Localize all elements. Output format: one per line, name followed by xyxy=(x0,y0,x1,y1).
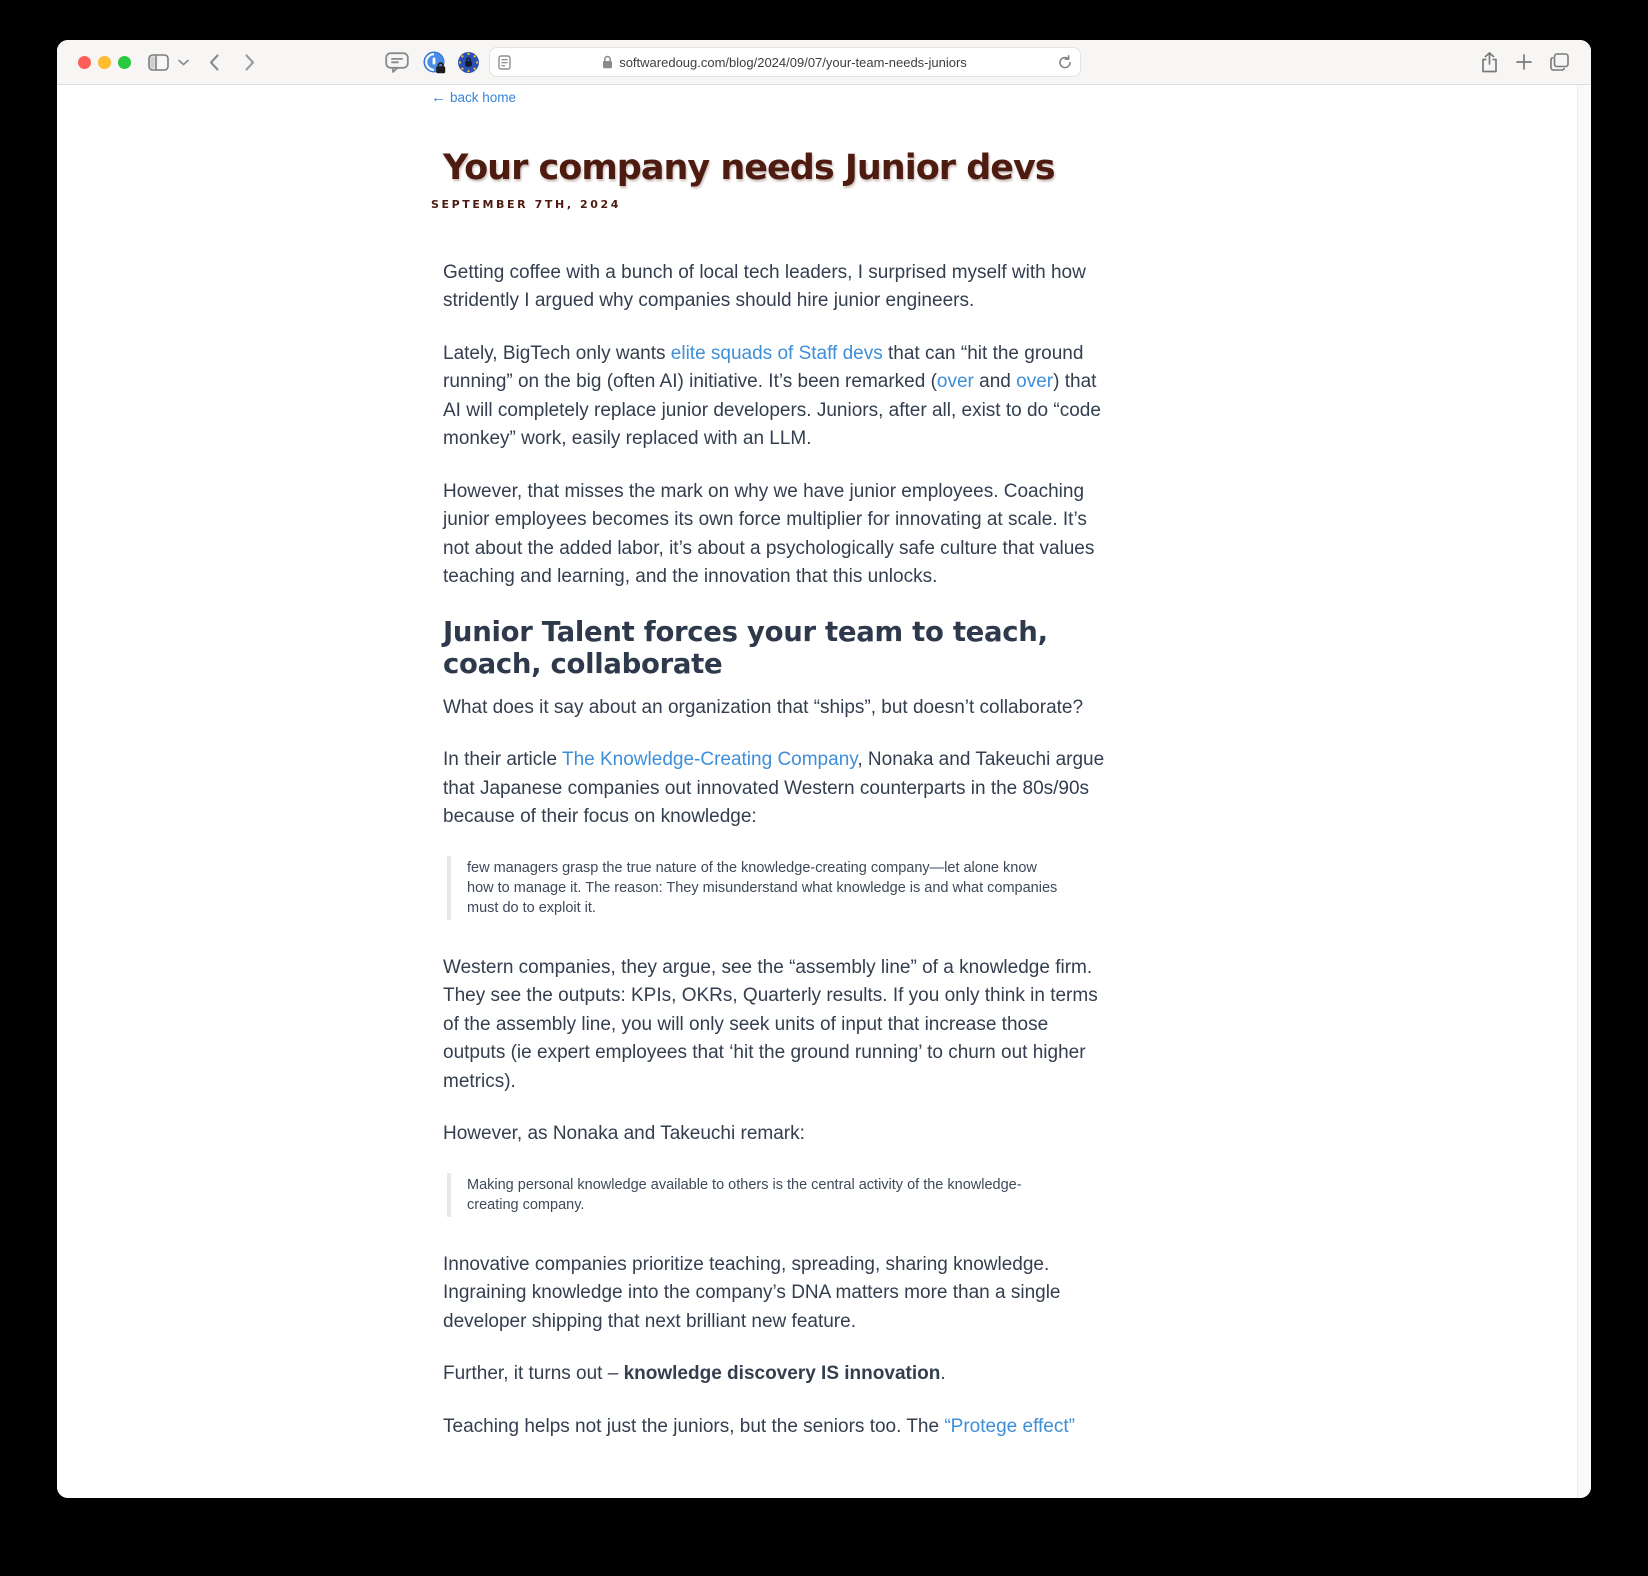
scrollbar-track[interactable] xyxy=(1577,85,1591,1498)
padlock-icon xyxy=(602,55,613,69)
text-run: Getting coffee with a bunch of local tech leaders, I surprised myself with how stridently I argued why companies should hire junior engineers. xyxy=(443,261,1086,311)
back-home-label: back home xyxy=(450,90,517,105)
article-link[interactable]: “Protege effect” xyxy=(944,1415,1075,1437)
paragraph xyxy=(443,259,1115,316)
browser-toolbar xyxy=(57,40,1591,85)
minimize-window-button[interactable] xyxy=(98,56,111,69)
text-run: Teaching helps not just the juniors, but the seniors too. The xyxy=(443,1415,945,1437)
paragraph xyxy=(443,1413,1115,1442)
url-text: softwaredoug.com/blog/2024/09/07/your-team-needs-juniors xyxy=(619,54,967,70)
eu-privacy-extension-icon[interactable] xyxy=(455,40,481,84)
text-run: that can “hit the ground running” on the big (often AI) initiative. It’s been remarked ( xyxy=(443,342,1084,392)
new-tab-plus-icon[interactable] xyxy=(1512,40,1536,84)
article-link[interactable]: The Knowledge-Creating Company xyxy=(561,749,858,771)
text-run: What does it say about an organization that “ships”, but doesn’t collaborate? xyxy=(443,696,1084,718)
quote-block xyxy=(447,856,1067,920)
paragraph xyxy=(443,340,1115,454)
password-manager-extension-icon[interactable] xyxy=(421,40,447,84)
text-run: However, as Nonaka and Takeuchi remark: xyxy=(443,1123,805,1145)
paragraph xyxy=(443,1360,1115,1389)
text-run: In their article xyxy=(443,749,562,771)
text-run: few managers grasp the true nature of the knowledge-creating company—let alone know how to manage it. The reason: They misunderstand what knowledge is and what companies must do to exploit it. xyxy=(467,859,1058,916)
page-title: Your company needs Junior devs xyxy=(443,148,1055,188)
back-arrow-icon: ← xyxy=(431,89,446,106)
reader-view-icon[interactable] xyxy=(498,55,511,70)
paragraph xyxy=(443,478,1115,592)
text-run: Lately, BigTech only wants xyxy=(443,342,671,364)
text-run: However, that misses the mark on why we have junior employees. Coaching junior employees becomes its own force multiplier for innovating at scale. It’s not about the added labor, it’s about a psychologically safe culture that values teaching and learning, and the innovation that this unlocks. xyxy=(443,480,1095,587)
paragraph xyxy=(443,746,1115,832)
text-run: Making personal knowledge available to others is the central activity of the knowledge-creating company. xyxy=(467,1176,1022,1213)
paragraph xyxy=(443,954,1115,1097)
paragraph xyxy=(443,1251,1115,1337)
share-icon[interactable] xyxy=(1476,40,1502,84)
close-window-button[interactable] xyxy=(78,56,91,69)
tab-overview-icon[interactable] xyxy=(1546,40,1572,84)
reload-icon[interactable] xyxy=(1058,55,1072,70)
chevron-down-icon[interactable] xyxy=(175,40,191,84)
text-run: Western companies, they argue, see the “assembly line” of a knowledge firm. They see the outputs: KPIs, OKRs, Quarterly results. If you only think in terms of the assembly line, you will only seek units of input that increase those outputs (ie expert employees that ‘hit the ground running’ to churn out higher metrics). xyxy=(443,956,1098,1092)
back-button[interactable] xyxy=(203,40,225,84)
text-run: Innovative companies prioritize teaching, spreading, sharing knowledge. Ingraining knowledge into the company’s DNA matters more than a single developer shipping that next brilliant new feature. xyxy=(443,1253,1061,1332)
article-body xyxy=(430,259,1130,1442)
article xyxy=(430,89,1130,1465)
paragraph xyxy=(443,1120,1115,1149)
text-run: Further, it turns out – xyxy=(443,1363,624,1385)
text-run: . xyxy=(940,1363,946,1385)
text-run: Junior Talent forces your team to teach, coach, collaborate xyxy=(443,615,1048,680)
bold-text: knowledge discovery IS innovation xyxy=(623,1363,941,1385)
forward-button[interactable] xyxy=(239,40,261,84)
sidebar-icon[interactable] xyxy=(145,40,171,84)
article-link[interactable]: over xyxy=(936,371,974,392)
back-home-link[interactable] xyxy=(431,89,516,106)
browser-window xyxy=(57,40,1591,1498)
section-heading xyxy=(443,616,1115,680)
article-link[interactable]: elite squads of Staff devs xyxy=(670,342,883,364)
publish-date: SEPTEMBER 7TH, 2024 xyxy=(431,197,622,211)
address-bar[interactable] xyxy=(489,47,1081,77)
article-link[interactable]: over xyxy=(1016,371,1054,392)
zoom-window-button[interactable] xyxy=(118,56,131,69)
paragraph xyxy=(443,694,1115,723)
text-run: , Nonaka and Takeuchi argue that Japanese companies out innovated Western counterparts in the 80s/90s because of their focus on knowledge: xyxy=(443,749,1105,828)
window-controls xyxy=(78,56,131,69)
page-content xyxy=(57,85,1591,1498)
text-run: and xyxy=(973,371,1017,392)
text-run: ) that AI will completely replace junior developers. Juniors, after all, exist to do “code monkey” work, easily replaced with an LLM. xyxy=(443,371,1101,449)
speech-bubble-extension-icon[interactable] xyxy=(383,40,411,84)
quote-block xyxy=(447,1173,1067,1217)
